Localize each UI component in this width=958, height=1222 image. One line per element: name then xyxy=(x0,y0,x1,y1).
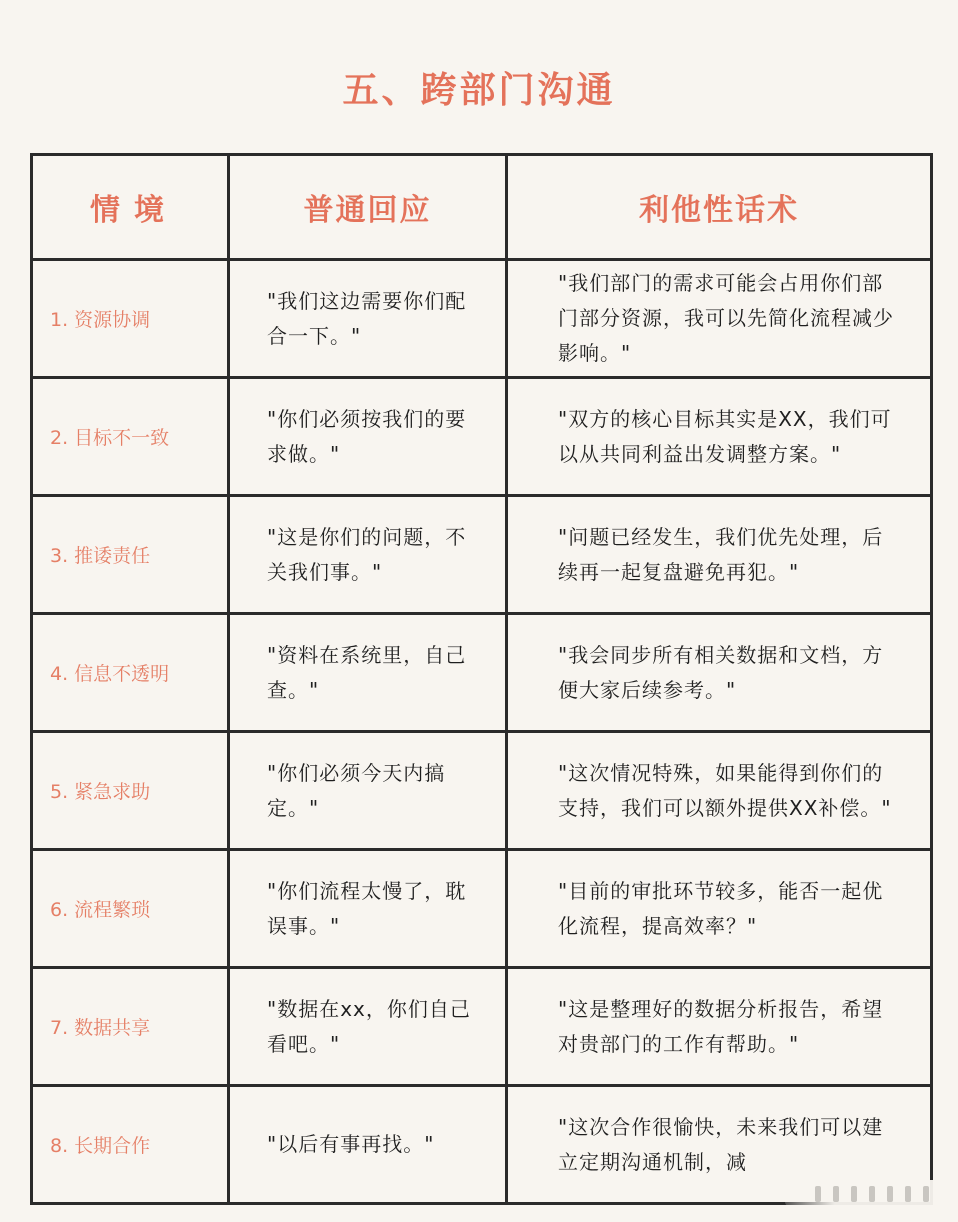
situation-cell: 2. 目标不一致 xyxy=(32,378,229,496)
common-response-cell: "这是你们的问题，不关我们事。" xyxy=(229,496,507,614)
watermark-bar xyxy=(905,1186,911,1202)
page-title: 五、跨部门沟通 xyxy=(342,70,616,111)
common-response-cell: "你们必须按我们的要求做。" xyxy=(229,378,507,496)
watermark-bar xyxy=(887,1186,893,1202)
situation-cell: 5. 紧急求助 xyxy=(32,732,229,850)
table-row xyxy=(32,614,932,732)
common-response-cell: "我们这边需要你们配合一下。" xyxy=(229,260,507,378)
table-row xyxy=(32,968,932,1086)
watermark-bar xyxy=(869,1186,875,1202)
altruistic-response-cell: "我会同步所有相关数据和文档，方便大家后续参考。" xyxy=(507,614,932,732)
situation-cell: 3. 推诿责任 xyxy=(32,496,229,614)
table-row xyxy=(32,496,932,614)
altruistic-response-cell: "这次情况特殊，如果能得到你们的支持，我们可以额外提供XX补偿。" xyxy=(507,732,932,850)
situation-cell: 1. 资源协调 xyxy=(32,260,229,378)
watermark-bar xyxy=(815,1186,821,1202)
common-response-cell: "数据在xx，你们自己看吧。" xyxy=(229,968,507,1086)
altruistic-response-cell: "我们部门的需求可能会占用你们部门部分资源，我可以先简化流程减少影响。" xyxy=(507,260,932,378)
header-row xyxy=(32,155,932,260)
table-row xyxy=(32,378,932,496)
common-response-cell: "你们流程太慢了，耽误事。" xyxy=(229,850,507,968)
watermark-bar xyxy=(851,1186,857,1202)
situation-cell: 7. 数据共享 xyxy=(32,968,229,1086)
table-row xyxy=(32,732,932,850)
altruistic-response-cell: "问题已经发生，我们优先处理，后续再一起复盘避免再犯。" xyxy=(507,496,932,614)
watermark-overlay xyxy=(785,1180,950,1206)
situation-cell: 4. 信息不透明 xyxy=(32,614,229,732)
header-situation: 情境 xyxy=(32,155,229,260)
common-response-cell: "你们必须今天内搞定。" xyxy=(229,732,507,850)
watermark-bar xyxy=(923,1186,929,1202)
situation-cell: 8. 长期合作 xyxy=(32,1086,229,1204)
table-row xyxy=(32,850,932,968)
common-response-cell: "资料在系统里，自己查。" xyxy=(229,614,507,732)
comparison-table xyxy=(30,153,933,1205)
situation-cell: 6. 流程繁琐 xyxy=(32,850,229,968)
altruistic-response-cell: "双方的核心目标其实是XX，我们可以从共同利益出发调整方案。" xyxy=(507,378,932,496)
common-response-cell: "以后有事再找。" xyxy=(229,1086,507,1204)
table-row xyxy=(32,260,932,378)
watermark-bar xyxy=(833,1186,839,1202)
header-altruistic: 利他性话术 xyxy=(507,155,932,260)
altruistic-response-cell: "目前的审批环节较多，能否一起优化流程，提高效率？" xyxy=(507,850,932,968)
header-common: 普通回应 xyxy=(229,155,507,260)
altruistic-response-cell: "这次合作很愉快，未来我们可以建立定期沟通机制，减 xyxy=(507,1086,932,1204)
altruistic-response-cell: "这是整理好的数据分析报告，希望对贵部门的工作有帮助。" xyxy=(507,968,932,1086)
